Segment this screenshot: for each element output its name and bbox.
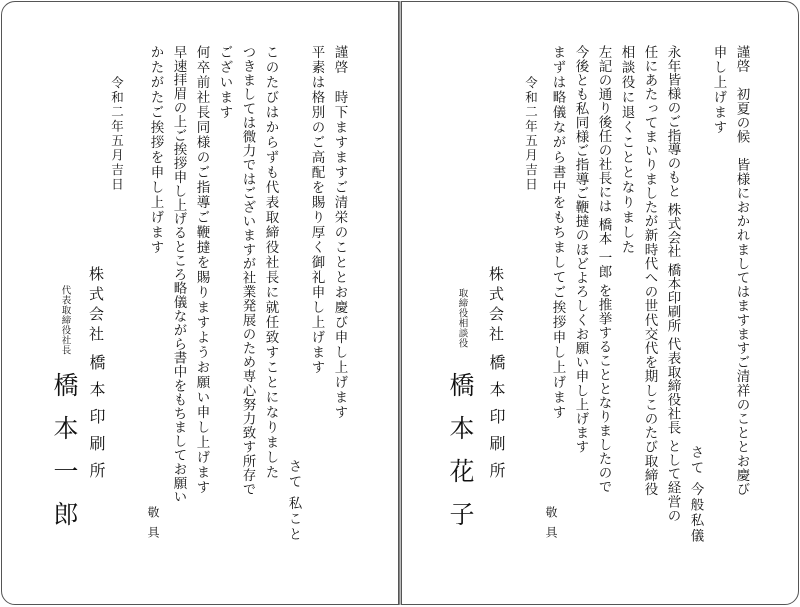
left-line-3: このたびはからずも代表取締役社長に就任致すことになりました bbox=[262, 45, 279, 480]
right-line-3: 永年皆様のご指導のもと 株式会社 橋本印刷所 代表取締役社長 として経営の bbox=[664, 45, 681, 523]
left-company-name: 橋本印刷所 bbox=[87, 354, 106, 489]
left-line-7: 早速拝眉の上ご挨拶申し上げるところ略儀ながら書中をもちましてお願い bbox=[170, 45, 187, 504]
left-line-8: かたがたご挨拶を申し上げます bbox=[147, 45, 164, 255]
right-line-1: 謹啓 初夏の候 皆様におかれましてはますますご清祥のこととお慶び bbox=[733, 45, 750, 497]
right-closing: 敬具 bbox=[544, 506, 558, 546]
left-sate-phrase: さて 私こと bbox=[285, 459, 302, 543]
left-line-6: 何卒前社長同様のご指導ご鞭撻を賜りますようお願い申し上げます bbox=[193, 45, 210, 495]
left-line-2: 平素は格別のご高配を賜り厚く御礼申し上げます bbox=[308, 45, 325, 375]
left-person-name: 橋本一郎 bbox=[50, 372, 79, 544]
right-date: 令和二年五月吉日 bbox=[523, 76, 539, 192]
right-sate-phrase: さて 今般私儀 bbox=[687, 445, 704, 545]
left-date: 令和二年五月吉日 bbox=[109, 76, 125, 192]
right-line-7: 今後とも私同様ご指導ご鞭撻のほどよろしくお願い申し上げます bbox=[572, 45, 589, 454]
left-greeting-card bbox=[1, 1, 399, 605]
right-line-6: 左記の通り後任の社長には 橋本 一郎 を推挙することとなりましたので bbox=[595, 45, 612, 494]
right-line-5: 相談役に退くこととなりました bbox=[618, 45, 635, 255]
right-greeting-card bbox=[401, 1, 799, 605]
left-company-label: 株式会社 bbox=[87, 266, 105, 346]
left-closing: 敬具 bbox=[146, 506, 160, 546]
left-position-title: 代表取締役社長 bbox=[59, 285, 71, 355]
right-person-name: 橋本花子 bbox=[446, 372, 475, 544]
right-line-8: まずは略儀ながら書中をもちましてご挨拶申し上げます bbox=[549, 45, 566, 420]
right-line-4: 任にあたってまいりましたが新時代への世代交代を期しこのたび取締役 bbox=[641, 45, 658, 497]
right-company-label: 株式会社 bbox=[487, 266, 505, 346]
left-line-1: 謹啓 時下ますますご清栄のこととお慶び申し上げます bbox=[331, 45, 348, 420]
right-line-2: 申し上げます bbox=[710, 45, 727, 135]
right-company-name: 橋本印刷所 bbox=[487, 354, 506, 489]
left-line-4: つきましては微力ではございますが社業発展のため専心努力致す所存で bbox=[239, 45, 256, 497]
left-line-5: ございます bbox=[216, 45, 233, 120]
right-position-title: 取締役相談役 bbox=[456, 288, 468, 348]
